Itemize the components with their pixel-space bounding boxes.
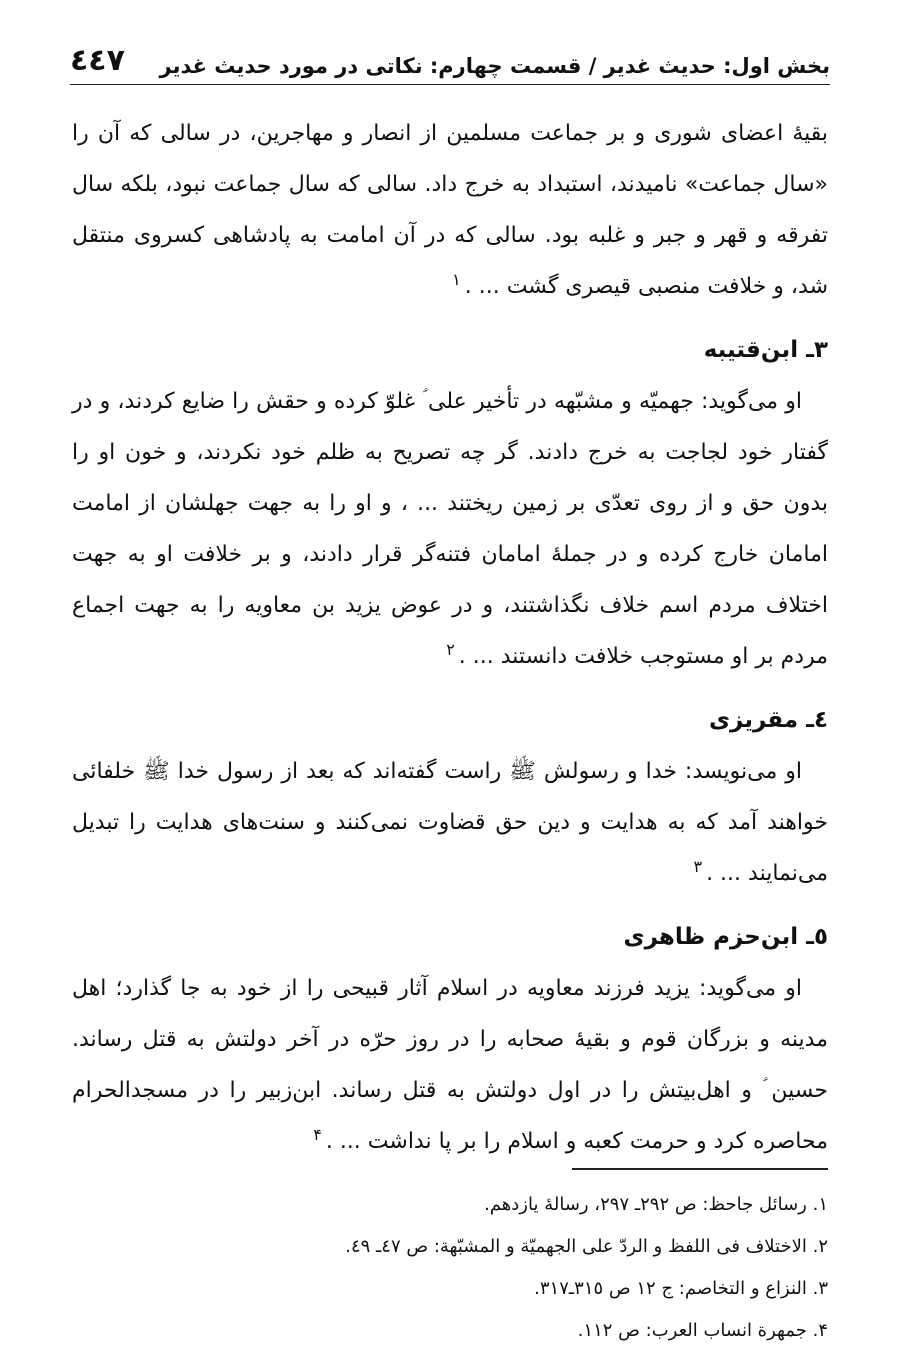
section-heading-maqrizi: ٤ـ مقریزی: [708, 707, 828, 733]
section-text-ibn-qutaybah: او می‌گوید: جهمیّه و مشبّهه در تأخیر علی ؑ غلوّ کرده و حقش را ضایع کردند، و در گفتار خود لجاجت به خرج دادند. گر چه تصریح به ظلم خود نکردند، و خون او را بدون حق و از روی تعدّی بر زمین ریختند ... ، و او را به جهت جهلشان از امامت امامان خارج کرده و در جملهٔ امامان فتنه‌گر قرار دادند، و بر خلافت او به جهت اختلاف مردم اسم خلاف نگذاشتند، و در عوض یزید بن معاویه را به جهت اجماع مردم بر او مستوجب خلافت دانستند ... .: [72, 389, 828, 669]
page-number: ٤٤٧: [70, 43, 125, 78]
footnote-ref-4[interactable]: ۴: [313, 1124, 322, 1144]
footnote-4: ۴. جمهرة انساب العرب: ص ١١۲.: [577, 1320, 828, 1341]
section-paragraph-ibn-qutaybah: [72, 376, 828, 682]
footnotes: [72, 1168, 828, 1352]
footnote-2: ۲. الاختلاف فی اللفظ و الردّ علی الجهمیّة و المشبّهة: ص ٤۷ـ ٤۹.: [345, 1236, 828, 1257]
footnote-ref-3[interactable]: ۳: [693, 856, 703, 876]
footnote-ref-1[interactable]: ١: [452, 269, 461, 289]
intro-paragraph-text: بقیهٔ اعضای شوری و بر جماعت مسلمین از انصار و مهاجرین، در سالی که آن را «سال جماعت» نامیدند، استبداد به خرج داد. سالی که سال جماعت نبود، بلکه سال تفرقه و قهر و جبر و غلبه بود. سالی که در آن امامت به پادشاهی کسروی منتقل شد، و خلافت منصبی قیصری گشت ... .: [72, 121, 828, 299]
section-text-maqrizi: او می‌نویسد: خدا و رسولش ﷺ راست گفته‌اند که بعد از رسول خدا ﷺ خلفائی خواهند آمد که به هدایت و دین حق قضاوت نمی‌کنند و سنت‌های هدایت را تبدیل می‌نمایند ... .: [72, 759, 828, 886]
section-paragraph-maqrizi: [72, 746, 828, 899]
section-heading-ibn-hazm: ٥ـ ابن‌حزم ظاهری: [623, 924, 828, 950]
main-text: [72, 108, 828, 1167]
section-paragraph-ibn-hazm: [72, 963, 828, 1167]
section-text-ibn-hazm: او می‌گوید: یزید فرزند معاویه در اسلام آثار قبیحی را از خود به جا گذارد؛ اهل مدینه و بزرگان قوم و بقیهٔ صحابه را در روز حرّه در آخر دولتش به قتل رساند. حسین ؑ و اهل‌بیتش را در اول دولتش به قتل رساند. ابن‌زبیر را در مسجدالحرام محاصره کرد و حرمت کعبه و اسلام را بر پا نداشت ... .: [72, 976, 828, 1154]
section-heading-ibn-qutaybah: ۳ـ ابن‌قتیبه: [703, 337, 828, 363]
running-header: [70, 28, 830, 85]
footnote-3: ۳. النزاع و التخاصم: ج ١۲ ص ۳١٥ـ۳١۷.: [534, 1278, 828, 1299]
footnote-divider: [572, 1168, 828, 1170]
footnote-ref-2[interactable]: ٢: [446, 639, 455, 659]
running-title: بخش اول: حدیث غدیر / قسمت چهارم: نکاتی در مورد حدیث غدیر: [159, 54, 830, 78]
footnote-1: ١. رسائل جاحظ: ص ۲۹۲ـ ۲۹۷، رسالهٔ یازدهم.: [484, 1194, 828, 1215]
intro-paragraph: [72, 108, 828, 312]
